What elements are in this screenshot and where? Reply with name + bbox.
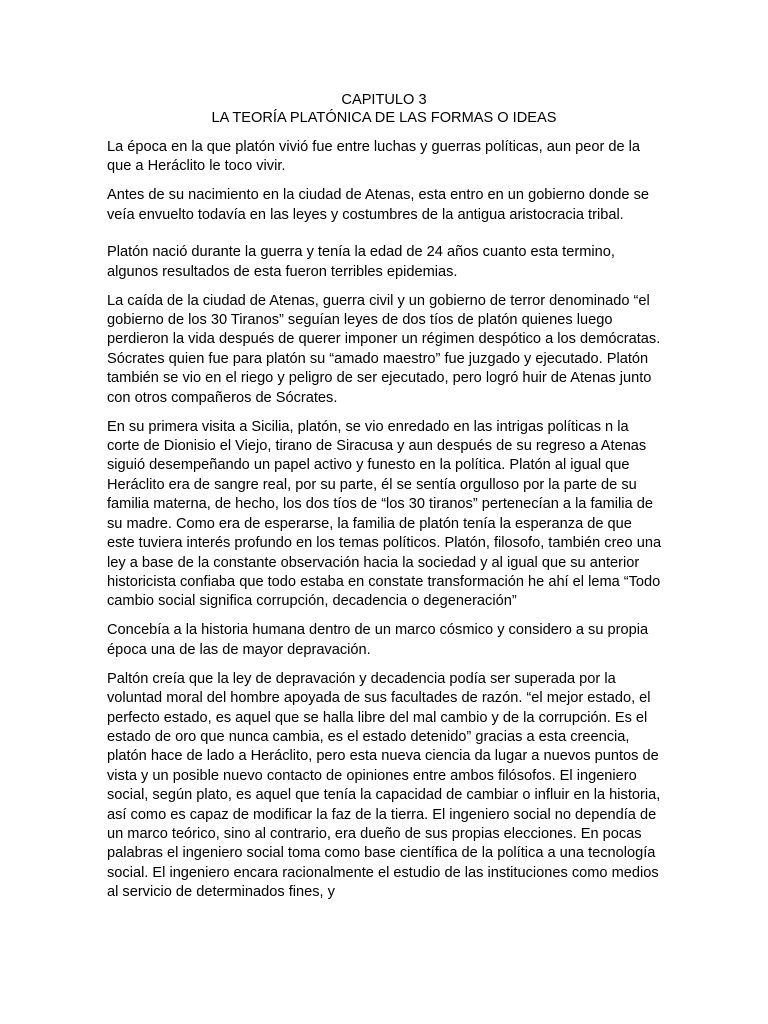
paragraph: Concebía a la historia humana dentro de un marco cósmico y considero a su propia época una de las de mayor depravación. (107, 622, 649, 658)
paragraph: Paltón creía que la ley de depravación y decadencia podía ser superada por la voluntad moral del hombre apoyada de sus facultades de razón. “el mejor estado, el perfecto estado, es aquel que se halla libre del mal cambio y de la corrupción. Es el estado de oro que nunca cambia, es el estado detenido” gracias a esta creencia, platón hace de lado a Heráclito, pero esta nueva ciencia da lugar a nuevos puntos de vista y un posible nuevo contacto de opiniones entre ambos filósofos. El ingeniero social, según plato, es aquel que tenía la capacidad de cambiar o influir en la historia, así como es capaz de modificar la faz de la tierra. El ingeniero social no dependía de un marco teórico, sino al contrario, era dueño de sus propias elecciones. En pocas palabras el ingeniero social toma como base científica de la política a una tecnología social. El ingeniero encara racionalmente el estudio de las instituciones como medios al servicio de determinados fines, y (107, 670, 661, 901)
chapter-title: LA TEORÍA PLATÓNICA DE LAS FORMAS O IDEAS (211, 110, 557, 127)
paragraph: La época en la que platón vivió fue entre luchas y guerras políticas, aun peor de la que a Heráclito le toco vivir. (107, 139, 641, 175)
document-body (107, 138, 662, 912)
paragraph: Antes de su nacimiento en la ciudad de Atenas, esta entro en un gobierno donde se veía envuelto todavía en las leyes y costumbres de la antigua aristocracia tribal. (107, 187, 649, 223)
chapter-number: CAPITULO 3 (341, 92, 427, 108)
paragraph: La caída de la ciudad de Atenas, guerra civil y un gobierno de terror denominado “el gobierno de los 30 Tiranos” seguían leyes de dos tíos de platón quienes luego perdieron la vida después de querer imponer un régimen despótico a los demócratas. Sócrates quien fue para platón su “amado maestro” fue juzgado y ejecutado. Platón también se vio en el riego y peligro de ser ejecutado, pero logró huir de Atenas junto con otros compañeros de Sócrates. (107, 292, 661, 406)
chapter-heading (0, 91, 768, 128)
paragraph: En su primera visita a Sicilia, platón, se vio enredado en las intrigas políticas n la corte de Dionisio el Viejo, tirano de Siracusa y aun después de su regreso a Atenas siguió desempeñando un papel activo y funesto en la política. Platón al igual que Heráclito era de sangre real, por su parte, él se sentía orgulloso por la parte de su familia materna, de hecho, los dos tíos de “los 30 tiranos” pertenecían a la familia de su madre. Como era de esperarse, la familia de platón tenía la esperanza de que este tuviera interés profundo en los temas políticos. Platón, filosofo, también creo una ley a base de la constante observación hacia la sociedad y al igual que su anterior historicista confiaba que todo estaba en constate transformación he ahí el lema “Todo cambio social significa corrupción, decadencia o degeneración” (107, 418, 662, 610)
paragraph: Platón nació durante la guerra y tenía la edad de 24 años cuanto esta termino, algunos resultados de esta fueron terribles epidemias. (107, 244, 615, 280)
